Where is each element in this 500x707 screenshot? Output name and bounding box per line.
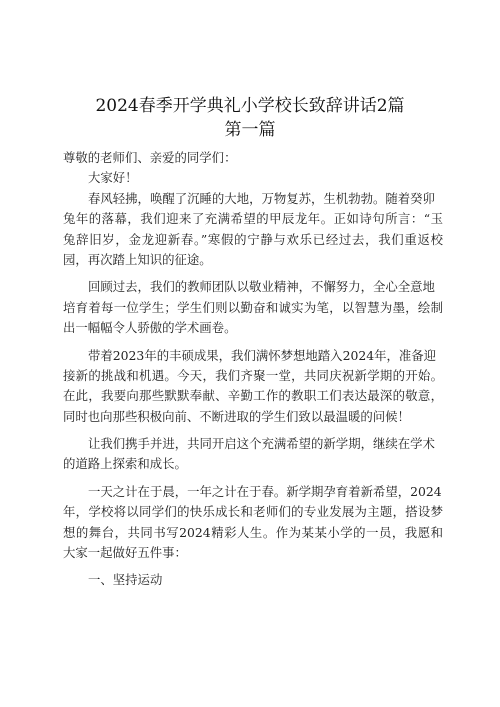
salutation-paragraph [63, 148, 443, 168]
paragraph-line: 大家一起做好五件事： [63, 545, 187, 561]
paragraph-line: 兔年的落幕，我们迎来了充满希望的甲辰龙年。正如诗句所言：“玉 [63, 211, 443, 227]
paragraph-line: 同时也向那些积极向前、不断进取的学生们致以最温暖的问候！ [63, 408, 410, 424]
section-heading [63, 570, 443, 590]
paragraph-line: 一天之计在于晨，一年之计在于春。新学期孕育着新希望，2024 [88, 483, 442, 499]
paragraph-line: 尊敬的老师们、亲爱的同学们： [63, 150, 237, 165]
paragraph-line: 想的舞台，共同书写2024精彩人生。作为某某小学的一员，我愿和 [63, 524, 443, 540]
paragraph-line: 年，学校将以同学们的快乐成长和老师们的专业发展为主题，搭设梦 [63, 504, 443, 520]
paragraph-line: 园，再次踏上知识的征途。 [63, 251, 212, 267]
document-title: 2024春季开学典礼小学校长致辞讲话2篇 [95, 96, 405, 116]
paragraph-gap [63, 339, 443, 346]
body-paragraph [63, 482, 443, 564]
paragraph-line: 的道路上探索和成长。 [63, 456, 187, 472]
paragraph-gap [63, 563, 443, 570]
body-paragraph [63, 346, 443, 428]
paragraph-line: 在此，我要向那些默默奉献、辛勤工作的教职工们表达最深的敬意， [63, 388, 443, 404]
paragraph-gap [63, 427, 443, 434]
paragraph-gap [63, 270, 443, 277]
greeting-paragraph [63, 168, 443, 188]
paragraph-line: 出一幅幅令人骄傲的学术画卷。 [63, 320, 237, 336]
document-body [63, 148, 443, 591]
body-paragraph [63, 277, 443, 338]
paragraph-line: 培育着每一位学生；学生们则以勤奋和诚实为笔，以智慧为墨，绘制 [63, 299, 443, 315]
body-paragraph [63, 189, 443, 271]
section-heading-text: 一、坚持运动 [88, 572, 163, 588]
paragraph-line: 让我们携手并进，共同开启这个充满希望的新学期，继续在学术 [88, 436, 435, 452]
paragraph-line: 大家好！ [88, 170, 138, 186]
body-paragraph [63, 434, 443, 475]
paragraph-line: 带着2023年的丰硕成果，我们满怀梦想地踏入2024年，准备迎 [88, 347, 437, 363]
paragraph-line: 回顾过去，我们的教师团队以敬业精神，不懈努力，全心全意地 [88, 279, 435, 295]
document-subtitle: 第一篇 [224, 120, 276, 140]
paragraph-gap [63, 475, 443, 482]
paragraph-line: 兔辞旧岁，金龙迎新春。”寒假的宁静与欢乐已经过去，我们重返校 [63, 231, 443, 247]
paragraph-line: 春风轻拂，唤醒了沉睡的大地，万物复苏，生机勃勃。随着癸卯 [88, 190, 435, 206]
paragraph-line: 接新的挑战和机遇。今天，我们齐聚一堂，共同庆祝新学期的开始。 [63, 367, 443, 383]
